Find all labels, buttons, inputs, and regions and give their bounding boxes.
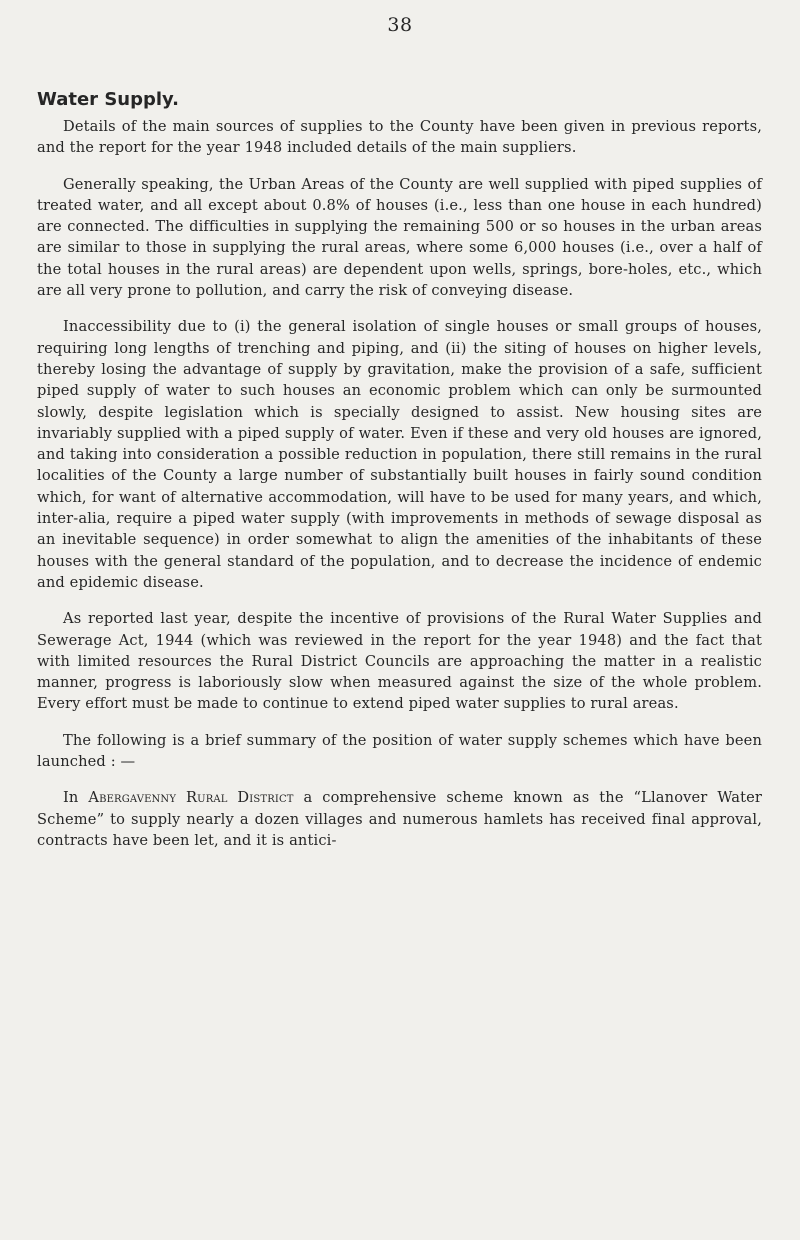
paragraph-abergavenny — [37, 787, 762, 851]
paragraph-sources: Details of the main sources of supplies to the County have been given in previous reports, and the report for the year 1948 included details of the main suppliers. — [37, 118, 762, 157]
paragraph-summary-intro: The following is a brief summary of the position of water supply schemes which have been launched : — — [37, 731, 762, 771]
scheme-text: a comprehensive scheme known as the “Llanover Water Scheme” to supply nearly a dozen villages and numerous hamlets has received final approval, contracts have been let, and it is antici- — [37, 789, 762, 849]
paragraph-inaccessibility: Inaccessibility due to (i) the general isolation of single houses or small groups of houses, requiring long lengths of trenching and piping, and (ii) the siting of houses on higher levels, thereby losing the advantage of supply by gravitation, make the provision of a safe, sufficient piped supply of water to such houses an economic problem which can only be surmounted slowly, despite legislation which is specially designed to assist. New housing sites are invariably supplied with a piped supply of water. Even if these and very old houses are ignored, and taking into consideration a possible reduction in population, there still remains in the rural localities of the County a large number of substantially built houses in fairly sound condition which, for want of alternative accommodation, will have to be used for many years, and which, inter-alia, require a piped water supply (with improvements in methods of sewage disposal as an inevitable sequence) in order somewhat to align the amenities of the inhabitants of these houses with the general standard of the population, and to decrease the incidence of endemic and epidemic disease. — [37, 318, 762, 591]
section-heading: Water Supply. — [37, 89, 179, 110]
lead-word: In — [63, 789, 79, 807]
body-text — [37, 116, 762, 851]
page-number: 38 — [387, 14, 413, 36]
district-name: Abergavenny Rural District — [88, 789, 294, 807]
paragraph-progress: As reported last year, despite the incentive of provisions of the Rural Water Supplies and Sewerage Act, 1944 (which was reviewed in the report for the year 1948) and the fact that with limited resources the Rural District Councils are approaching the matter in a realistic manner, progress is laboriously slow when measured against the size of the whole problem. Every effort must be made to continue to extend piped water supplies to rural areas. — [37, 610, 762, 713]
paragraph-urban-areas: Generally speaking, the Urban Areas of the County are well supplied with piped supplies of treated water, and all except about 0.8% of houses (i.e., less than one house in each hundred) are connected. The difficulties in supplying the remaining 500 or so houses in the urban areas are similar to those in supplying the rural areas, where some 6,000 houses (i.e., over a half of the total houses in the rural areas) are dependent upon wells, springs, bore-holes, etc., which are all very prone to pollution, and carry the risk of conveying disease. — [37, 175, 762, 300]
